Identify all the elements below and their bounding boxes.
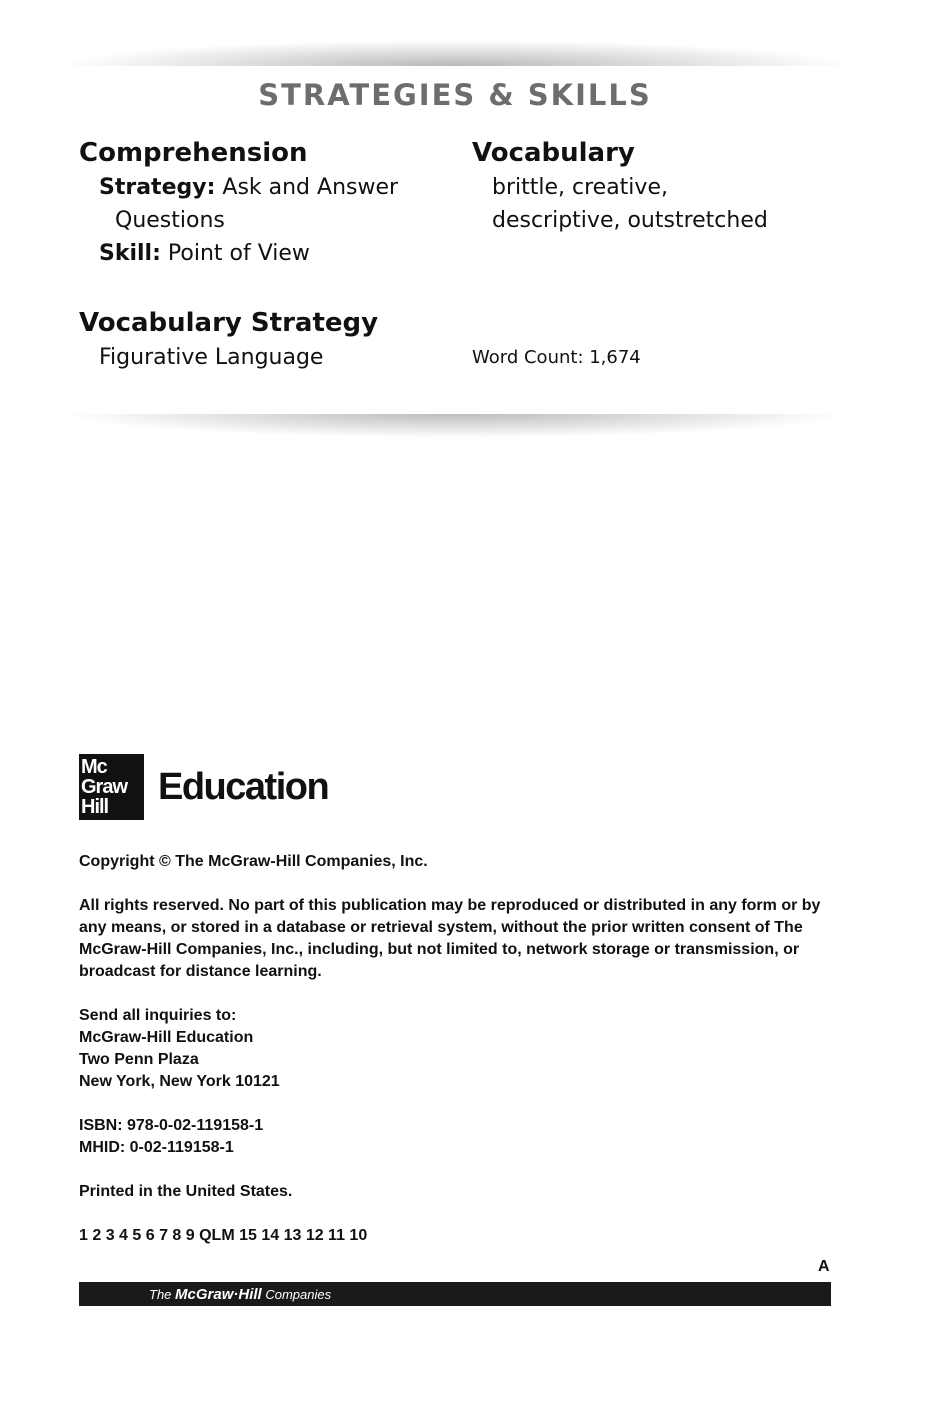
rights-line-3: McGraw-Hill Companies, Inc., including, but not limited to, network storage or transmission, or <box>79 941 800 958</box>
box-top-shadow <box>55 40 855 66</box>
address-line-4: New York, New York 10121 <box>79 1073 280 1090</box>
strategy-label: Strategy: <box>99 175 216 200</box>
edition-mark: A <box>818 1258 830 1275</box>
strategy-value-line2: Questions <box>115 208 225 233</box>
strategies-title: STRATEGIES & SKILLS <box>258 78 652 112</box>
education-wordmark: Education <box>158 766 329 808</box>
skill-value: Point of View <box>167 241 310 266</box>
footer-bar-text <box>149 1286 331 1303</box>
mhid: MHID: 0-02-119158-1 <box>79 1139 234 1156</box>
address-line-3: Two Penn Plaza <box>79 1051 199 1068</box>
copyright-line: Copyright © The McGraw-Hill Companies, Inc. <box>79 853 428 870</box>
footer-prefix: The <box>149 1287 172 1302</box>
box-bottom-shadow <box>55 412 855 438</box>
vocabulary-strategy-value: Figurative Language <box>99 345 324 370</box>
printing-line: 1 2 3 4 5 6 7 8 9 QLM 15 14 13 12 11 10 <box>79 1227 368 1244</box>
skill-label: Skill: <box>99 241 161 266</box>
vocabulary-words-line2: descriptive, outstretched <box>492 208 768 233</box>
mcgraw-hill-logo <box>79 754 144 820</box>
rights-line-1: All rights reserved. No part of this publication may be reproduced or distributed in any form or by <box>79 897 821 914</box>
word-count: Word Count: 1,674 <box>472 347 641 368</box>
logo-line-2: Graw <box>81 776 128 798</box>
comprehension-skill <box>99 241 310 266</box>
rights-line-4: broadcast for distance learning. <box>79 963 322 980</box>
vocabulary-words-line1: brittle, creative, <box>492 175 668 200</box>
vocabulary-heading: Vocabulary <box>472 138 635 168</box>
vocabulary-strategy-heading: Vocabulary Strategy <box>79 308 379 338</box>
footer-suffix: Companies <box>265 1287 332 1302</box>
isbn: ISBN: 978-0-02-119158-1 <box>79 1117 264 1134</box>
address-line-1: Send all inquiries to: <box>79 1007 237 1024</box>
rights-line-2: any means, or stored in a database or retrieval system, without the prior written consent of The <box>79 919 803 936</box>
comprehension-strategy <box>99 175 398 200</box>
footer-bar <box>79 1282 831 1306</box>
logo-line-1: Mc <box>81 756 107 778</box>
comprehension-heading: Comprehension <box>79 138 308 168</box>
address-line-2: McGraw-Hill Education <box>79 1029 254 1046</box>
strategy-value-line1: Ask and Answer <box>222 175 399 200</box>
printed-in: Printed in the United States. <box>79 1183 293 1200</box>
logo-line-3: Hill <box>81 796 109 818</box>
footer-brand: McGraw·Hill <box>175 1286 262 1303</box>
